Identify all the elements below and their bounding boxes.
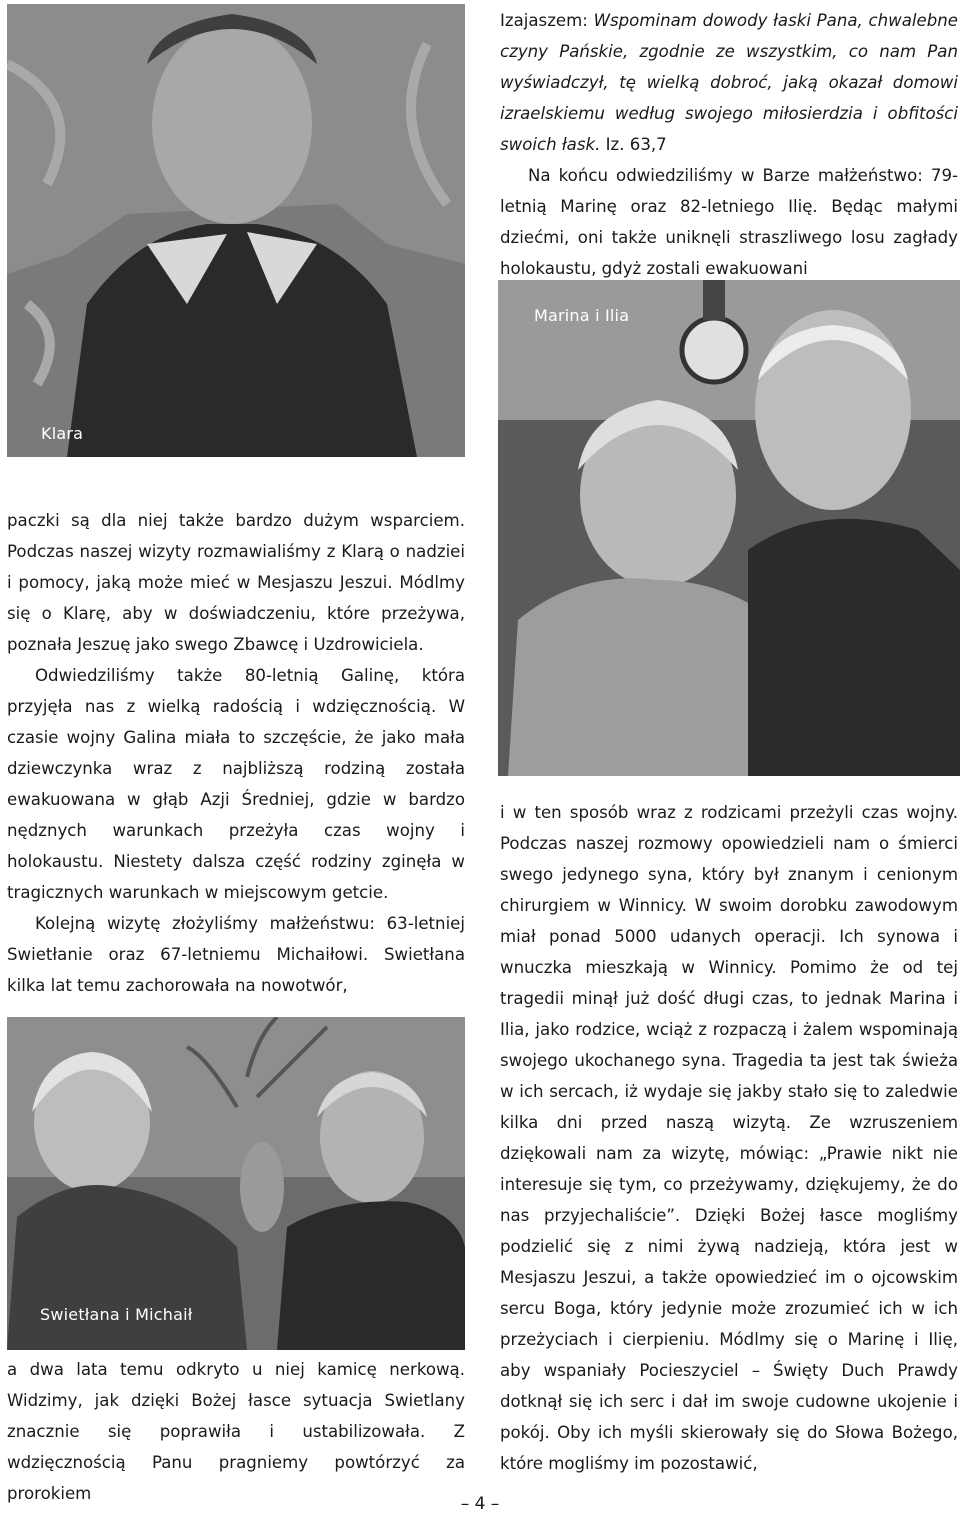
quote-intro: Izajaszem: (500, 11, 594, 30)
quote-paragraph (500, 5, 958, 160)
photo-klara-caption: Klara (41, 424, 84, 443)
photo-swietlana-michail-image (7, 1017, 465, 1350)
text-right-top (500, 5, 958, 284)
quote-reference: Iz. 63,7 (600, 135, 667, 154)
paragraph-galina: Odwiedziliśmy także 80-letnią Galinę, która przyjęła nas z wielką radością i wdzięcznością. W czasie wojny Galina miała to szczęście, że jako mała dziewczynka wraz z najbliższą rodziną została ewakuowana w głąb Azji Średniej, gdzie w bardzo nędznych warunkach przeżyła czas wojny i holokaustu. Niestety dalsza część rodziny zginęła w tragicznych warunkach w miejscowym getcie. (7, 666, 465, 902)
photo-marina-ilia-image (498, 280, 960, 776)
photo-swietlana-michail-caption: Swietłana i Michaił (40, 1305, 193, 1324)
photo-marina-ilia (498, 280, 960, 776)
text-left-middle (7, 505, 465, 1001)
text-right-bottom (500, 797, 958, 1479)
photo-klara (7, 4, 465, 457)
page-number: – 4 – (460, 1494, 500, 1514)
paragraph-klara: paczki są dla niej także bardzo dużym wsparciem. Podczas naszej wizyty rozmawialiśmy z Klarą o nadziei i pomocy, jaką może mieć w Mesjaszu Jeszui. Módlmy się o Klarę, aby w doświadczeniu, które przeżywa, poznała Jeszuę jako swego Zbawcę i Uzdrowiciela. (7, 511, 465, 654)
paragraph-marina-ilia-story: i w ten sposób wraz z rodzicami przeżyli czas wojny. Podczas naszej rozmowy opowiedzieli nam o śmierci swego jedynego syna, który był znanym i cenionym chirurgiem w Winnicy. W swoim dorobku zawodowym miał ponad 5000 udanych operacji. Ich synowa i wnuczka mieszkają w Winnicy. Pomimo że od tej tragedii minął już dość długi czas, to jednak Marina i Ilia, jako rodzice, wciąż z rozpaczą i żalem wspominają swojego ukochanego syna. Tragedia ta jest tak świeża w ich sercach, iż wydaje się jakby stało się to zaledwie kilka dni przed naszą wizytą. Ze wzruszeniem dziękowali nam za wizytę, mówiąc: „Prawie nikt nie interesuje się tym, co przeżywamy, dziękujemy, że do nas przyjechaliście”. Dzięki Bożej łasce mogliśmy podzielić się z nimi żywą nadzieją, która jest w Mesjaszu Jeszui, a także opowiedzieć im o ojcowskim sercu Boga, który jedynie może zrozumieć ich w ich przeżyciach i cierpieniu. Módlmy się o Marinę i Ilię, aby wspaniały Pocieszyciel – Święty Duch Prawdy dotknął się ich serc i dał im swoje cudowne ukojenie i pokój. Oby ich myśli skierowały się do Słowa Bożego, które mogliśmy im pozostawić, (500, 803, 958, 1473)
paragraph-swietlana: Kolejną wizytę złożyliśmy małżeństwu: 63-letniej Swietłanie oraz 67-letniemu Michaiłowi. Swietłana kilka lat temu zachorowała na nowotwór, (7, 914, 465, 995)
paragraph-swietlana-continued: a dwa lata temu odkryto u niej kamicę nerkową. Widzimy, jak dzięki Bożej łasce sytuacja Swietlany znacznie się poprawiła i ustabilizowała. Z wdzięcznością Panu pragniemy powtórzyć za prorokiem (7, 1360, 465, 1503)
photo-klara-image (7, 4, 465, 457)
text-left-bottom (7, 1354, 465, 1509)
quote-text: Wspominam dowody łaski Pana, chwalebne czyny Pańskie, zgodnie ze wszystkim, co nam Pan wyświadczył, tę wielką dobroć, jaką okazał domowi izraelskiemu według swojego miłosierdzia i obfitości swoich łask. (500, 11, 958, 154)
photo-marina-ilia-caption: Marina i Ilia (534, 306, 630, 325)
paragraph-marina-ilia-intro: Na końcu odwiedziliśmy w Barze małżeństwo: 79-letnią Marinę oraz 82-letniego Ilię. Będąc małymi dziećmi, oni także uniknęli straszliwego losu zagłady holokaustu, gdyż zostali ewakuowani (500, 166, 958, 278)
photo-swietlana-michail (7, 1017, 465, 1350)
